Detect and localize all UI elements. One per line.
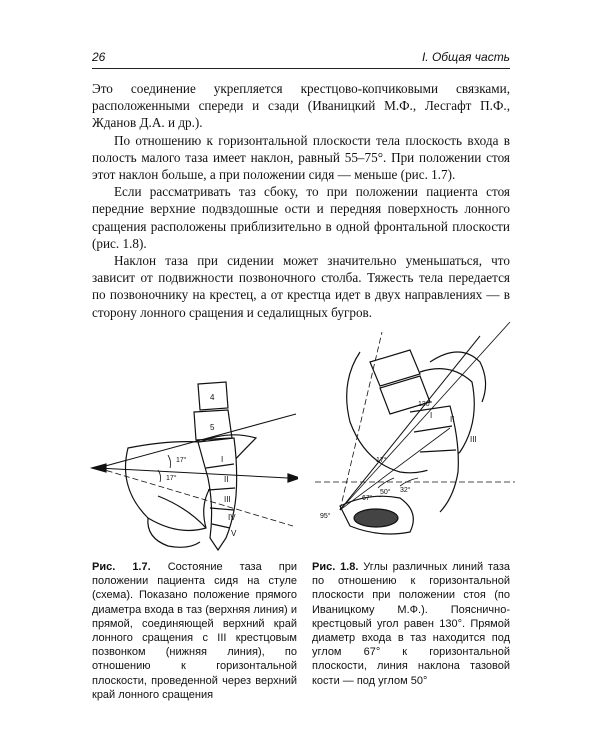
page-header — [92, 50, 510, 66]
label-sacral-I: I — [221, 455, 224, 464]
section-title: I. Общая часть — [421, 50, 510, 64]
label-angle-67: 67° — [362, 495, 373, 502]
caption-figure-1-8 — [312, 560, 510, 688]
header-rule — [92, 68, 510, 69]
label-angle-50: 50° — [380, 489, 391, 496]
pelvis-sitting-diagram — [88, 378, 298, 558]
label-sacral-III: III — [470, 435, 477, 444]
paragraph: Наклон таза при сидении может значительно уменьшаться, что зависит от подвижности позвоночного столба. Тяжесть тела передается по позвоночнику на крестец, а от крестца идет в двух направлениях — в сторону лонного сращения и седалищных бугров. — [92, 253, 510, 320]
paragraph: По отношению к горизонтальной плоскости тела плоскость входа в полость малого таза имеет наклон, равный 55–75°. При положении стоя этот наклон больше, а при положении сидя — меньше (рис. 1.7). — [92, 132, 510, 183]
label-sacral-III: III — [224, 495, 231, 504]
label-angle-130: 130° — [418, 401, 433, 408]
caption-label: Рис. 1.7. — [92, 561, 151, 573]
figure-1-8 — [310, 322, 520, 544]
body-text — [92, 80, 510, 321]
page-number: 26 — [92, 50, 106, 64]
caption-text: Углы различных линий таза по отношению к горизонтальной плоскости при положении стоя (по Иваницкому М.Ф.). Пояснично-крестцовый угол равен 130°. Прямой диаметр входа в таз находится под углом 67° к горизонтальной плоскости, линия наклона тазовой кости — под углом 50° — [312, 561, 510, 687]
caption-text: Состояние таза при положении пациента сидя на стуле (схема). Показано положение прямого диаметра входа в таз (верхняя линия) и прямой, соединяющей верхний край лонного сращения с III крестцовым позвонком (нижняя линия), по отношению к горизонтальной плоскости, проведенной через верхний край лонного сращения — [92, 561, 297, 701]
caption-label: Рис. 1.8. — [312, 561, 359, 573]
label-vertebra-5: 5 — [210, 423, 215, 432]
label-angle-95: 95° — [320, 513, 331, 520]
label-sacral-I: I — [430, 411, 433, 420]
paragraph: Если рассматривать таз сбоку, то при положении пациента стоя передние верхние подвздошные ости и передняя поверхность лонного сращения расположены приблизительно в одной фронтальной плоскости (рис. 1.8). — [92, 184, 510, 251]
figure-1-7 — [88, 378, 298, 558]
label-angle-lower: 17° — [166, 475, 177, 482]
label-angle-17: 17° — [376, 457, 387, 464]
caption-figure-1-7 — [92, 560, 297, 702]
label-angle-32: 32° — [400, 487, 411, 494]
label-sacral-V: V — [231, 529, 237, 538]
label-sacral-II: II — [450, 415, 455, 424]
paragraph: Это соединение укрепляется крестцово-копчиковыми связками, расположенными спереди и сзади (Иваницкий М.Ф., Лесгафт П.Ф., Жданов Д.А. и др.). — [92, 81, 510, 131]
label-sacral-IV: IV — [228, 513, 236, 522]
pelvis-standing-diagram — [310, 322, 520, 544]
label-sacral-II: II — [224, 475, 229, 484]
label-vertebra-4: 4 — [210, 393, 215, 402]
label-angle-upper: 17° — [176, 457, 187, 464]
